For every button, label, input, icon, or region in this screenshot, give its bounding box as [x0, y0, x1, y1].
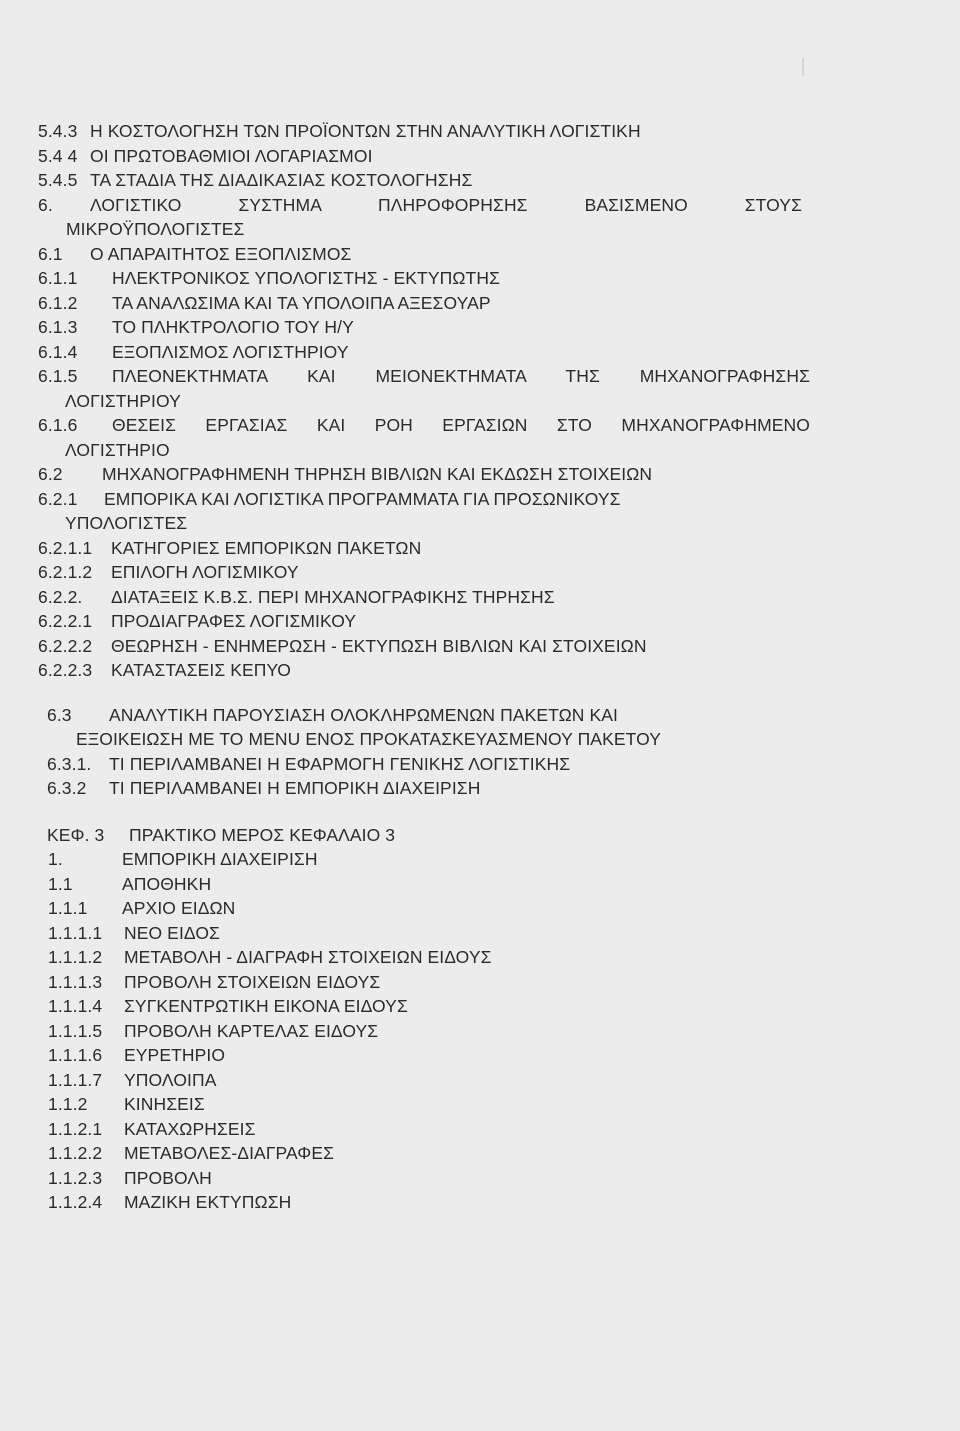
entry-title: ΜΗΧΑΝΟΓΡΑΦΗΜΕΝΗ ΤΗΡΗΣΗ ΒΙΒΛΙΩΝ ΚΑΙ ΕΚΔΩΣΗ ΣΤΟΙΧΕΙΩΝ	[102, 464, 653, 484]
entry-number: 1.1.2.2	[48, 1143, 103, 1163]
toc-entry	[0, 1092, 960, 1117]
entry-title: ΕΠΙΛΟΓΗ ΛΟΓΙΣΜΙΚΟΥ	[111, 562, 299, 582]
toc-entry	[0, 291, 960, 316]
entry-title: ΠΡΟΒΟΛΗ ΚΑΡΤΕΛΑΣ ΕΙΔΟΥΣ	[124, 1020, 379, 1041]
entry-title: ΕΜΠΟΡΙΚΗ ΔΙΑΧΕΙΡΙΣΗ	[122, 849, 318, 869]
entry-title: ΕΜΠΟΡΙΚΑ ΚΑΙ ΛΟΓΙΣΤΙΚΑ ΠΡΟΓΡΑΜΜΑΤΑ ΓΙΑ ΠΡΟΣΩΝΙΚΟΥΣ	[104, 488, 621, 509]
entry-number: 6.3.1.	[47, 753, 92, 774]
toc-entry	[0, 609, 960, 634]
entry-title: ΤΙ ΠΕΡΙΛΑΜΒΑΝΕΙ Η ΕΜΠΟΡΙΚΗ ΔΙΑΧΕΙΡΙΣΗ	[109, 778, 481, 798]
toc-entry	[0, 462, 960, 487]
entry-title-continuation: ΛΟΓΙΣΤΗΡΙΟΥ	[65, 390, 181, 411]
entry-title: ΤΑ ΣΤΑΔΙΑ ΤΗΣ ΔΙΑΔΙΚΑΣΙΑΣ ΚΟΣΤΟΛΟΓΗΣΗΣ	[90, 170, 473, 190]
entry-number: 1.1.1.5	[48, 1020, 103, 1041]
entry-title: ΜΕΤΑΒΟΛΗ - ΔΙΑΓΡΑΦΗ ΣΤΟΙΧΕΙΩΝ ΕΙΔΟΥΣ	[124, 947, 492, 967]
entry-number: 6.2.2.1	[38, 611, 93, 631]
toc-entry	[0, 1043, 960, 1068]
entry-title: ΠΛΕΟΝΕΚΤΗΜΑΤΑ ΚΑΙ ΜΕΙΟΝΕΚΤΗΜΑΤΑ ΤΗΣ ΜΗΧΑΝΟΓΡΑΦΗΣΗΣ	[112, 366, 810, 386]
toc-entry	[0, 119, 960, 144]
toc-entry	[0, 144, 960, 169]
toc-entry	[0, 266, 960, 291]
toc-entry	[0, 1117, 960, 1142]
toc-entry	[0, 823, 960, 848]
toc-entry	[0, 896, 960, 921]
entry-title: ΜΑΖΙΚΗ ΕΚΤΥΠΩΣΗ	[124, 1192, 292, 1212]
entry-number: 6.1.1	[38, 268, 78, 288]
entry-number: 6.1	[38, 243, 63, 264]
entry-title: ΑΝΑΛΥΤΙΚΗ ΠΑΡΟΥΣΙΑΣΗ ΟΛΟΚΛΗΡΩΜΕΝΩΝ ΠΑΚΕΤΩΝ ΚΑΙ	[109, 704, 619, 725]
entry-title: ΠΡΟΒΟΛΗ	[124, 1167, 212, 1188]
entry-number: 5.4.5	[38, 170, 78, 190]
entry-title: ΑΡΧΙΟ ΕΙΔΩΝ	[122, 898, 236, 918]
entry-number: 5.4.3	[38, 121, 78, 141]
entry-number: 6.2.1	[38, 488, 78, 509]
entry-title: ΠΡΟΒΟΛΗ ΣΤΟΙΧΕΙΩΝ ΕΙΔΟΥΣ	[124, 971, 381, 992]
entry-number: 1.1.2	[48, 1094, 88, 1114]
entry-title: ΗΛΕΚΤΡΟΝΙΚΟΣ ΥΠΟΛΟΓΙΣΤΗΣ - ΕΚΤΥΠΩΤΗΣ	[112, 268, 500, 288]
entry-number: 6.1.3	[38, 317, 78, 337]
toc-entry	[0, 970, 960, 995]
toc-entry	[0, 658, 960, 683]
entry-number: 1.1.2.4	[48, 1192, 103, 1212]
scan-mark	[802, 58, 804, 76]
entry-number: 5.4 4	[38, 145, 78, 166]
toc-entry	[0, 536, 960, 561]
entry-number: 1.1.1.6	[48, 1045, 103, 1065]
entry-title: ΣΥΓΚΕΝΤΡΩΤΙΚΗ ΕΙΚΟΝΑ ΕΙΔΟΥΣ	[124, 996, 408, 1016]
toc-entry	[0, 242, 960, 267]
entry-number: 1.1.1.3	[48, 971, 103, 992]
entry-number: 1.1.1.2	[48, 947, 103, 967]
toc-entry	[0, 193, 960, 218]
toc-entry	[0, 872, 960, 897]
entry-number: 6.2.1.1	[38, 537, 93, 558]
toc-entry	[0, 315, 960, 340]
entry-number: 1.1.1	[48, 898, 88, 918]
entry-title: ΤΟ ΠΛΗΚΤΡΟΛΟΓΙΟ ΤΟΥ Η/Υ	[112, 317, 354, 337]
entry-number: 1.1.2.1	[48, 1118, 103, 1139]
toc-entry	[0, 340, 960, 365]
entry-number: 6.	[38, 194, 53, 215]
entry-number: 6.2.2.	[38, 586, 83, 607]
entry-title: ΕΥΡΕΤΗΡΙΟ	[124, 1045, 226, 1065]
entry-title: ΝΕΟ ΕΙΔΟΣ	[124, 922, 220, 943]
entry-number: 1.	[48, 849, 63, 869]
entry-title: ΟΙ ΠΡΩΤΟΒΑΘΜΙΟΙ ΛΟΓΑΡΙΑΣΜΟΙ	[90, 145, 373, 166]
toc-entry	[0, 487, 960, 512]
entry-title: ΚΑΤΗΓΟΡΙΕΣ ΕΜΠΟΡΙΚΩΝ ΠΑΚΕΤΩΝ	[111, 537, 422, 558]
entry-number: 1.1.1.1	[48, 922, 103, 943]
entry-number: 6.3.2	[47, 778, 87, 798]
toc-entry	[0, 847, 960, 872]
toc-entry	[0, 168, 960, 193]
entry-number: 6.2.2.3	[38, 660, 93, 680]
toc-entry	[0, 945, 960, 970]
entry-title: ΚΑΤΑΣΤΑΣΕΙΣ ΚΕΠΥΟ	[111, 660, 292, 680]
entry-title: ΘΕΩΡΗΣΗ - ΕΝΗΜΕΡΩΣΗ - ΕΚΤΥΠΩΣΗ ΒΙΒΛΙΩΝ ΚΑΙ ΣΤΟΙΧΕΙΩΝ	[111, 635, 647, 656]
entry-number: 6.1.5	[38, 366, 78, 386]
toc-entry	[0, 1068, 960, 1093]
entry-title-continuation: ΜΙΚΡΟΫΠΟΛΟΓΙΣΤΕΣ	[66, 219, 245, 239]
entry-title-continuation: ΛΟΓΙΣΤΗΡΙΟ	[65, 439, 170, 460]
toc-entry	[0, 413, 960, 438]
entry-number: 6.1.2	[38, 292, 78, 313]
entry-title-continuation: ΕΞΟΙΚΕΙΩΣΗ ΜΕ ΤΟ MENU ΕΝΟΣ ΠΡΟΚΑΤΑΣΚΕΥΑΣΜΕΝΟΥ ΠΑΚΕΤΟΥ	[76, 729, 662, 749]
entry-title: ΑΠΟΘΗΚΗ	[122, 873, 212, 894]
entry-title: ΚΑΤΑΧΩΡΗΣΕΙΣ	[124, 1118, 256, 1139]
toc-entry	[0, 1141, 960, 1166]
entry-number: 1.1.1.4	[48, 996, 103, 1016]
entry-title: ΠΡΟΔΙΑΓΡΑΦΕΣ ΛΟΓΙΣΜΙΚΟΥ	[111, 611, 357, 631]
entry-number: 1.1	[48, 873, 73, 894]
entry-number: 6.3	[47, 704, 72, 725]
entry-title: ΥΠΟΛΟΙΠΑ	[124, 1069, 217, 1090]
toc-entry	[0, 1190, 960, 1215]
toc-entry	[0, 703, 960, 728]
toc-entry	[0, 921, 960, 946]
toc-entry	[0, 560, 960, 585]
toc-entry	[0, 1019, 960, 1044]
entry-number: 1.1.2.3	[48, 1167, 103, 1188]
entry-number: 6.2.2.2	[38, 635, 93, 656]
toc-entry	[0, 1166, 960, 1191]
toc-entry	[0, 585, 960, 610]
entry-number: 1.1.1.7	[48, 1069, 103, 1090]
toc-entry	[0, 752, 960, 777]
entry-title: ΤΑ ΑΝΑΛΩΣΙΜΑ ΚΑΙ ΤΑ ΥΠΟΛΟΙΠΑ ΑΞΕΣΟΥΑΡ	[112, 292, 491, 313]
toc-entry	[0, 634, 960, 659]
entry-title: ΠΡΑΚΤΙΚΟ ΜΕΡΟΣ ΚΕΦΑΛΑΙΟ 3	[129, 824, 396, 845]
toc-entry	[0, 994, 960, 1019]
entry-number: 6.1.4	[38, 341, 78, 362]
entry-title: ΘΕΣΕΙΣ ΕΡΓΑΣΙΑΣ ΚΑΙ ΡΟΗ ΕΡΓΑΣΙΩΝ ΣΤΟ ΜΗΧΑΝΟΓΡΑΦΗΜΕΝΟ	[112, 415, 810, 435]
entry-number: 6.1.6	[38, 415, 78, 435]
toc-entry	[0, 776, 960, 801]
entry-title: ΤΙ ΠΕΡΙΛΑΜΒΑΝΕΙ Η ΕΦΑΡΜΟΓΗ ΓΕΝΙΚΗΣ ΛΟΓΙΣΤΙΚΗΣ	[109, 753, 571, 774]
entry-title: ΜΕΤΑΒΟΛΕΣ-ΔΙΑΓΡΑΦΕΣ	[124, 1143, 335, 1163]
entry-title: ΚΙΝΗΣΕΙΣ	[124, 1094, 205, 1114]
entry-title: Ο ΑΠΑΡΑΙΤΗΤΟΣ ΕΞΟΠΛΙΣΜΟΣ	[90, 243, 352, 264]
toc-entry	[0, 364, 960, 389]
entry-title: Η ΚΟΣΤΟΛΟΓΗΣΗ ΤΩΝ ΠΡΟΪΟΝΤΩΝ ΣΤΗΝ ΑΝΑΛΥΤΙΚΗ ΛΟΓΙΣΤΙΚΗ	[90, 121, 641, 141]
entry-number: ΚΕΦ. 3	[47, 824, 105, 845]
entry-number: 6.2	[38, 464, 63, 484]
entry-title-continuation: ΥΠΟΛΟΓΙΣΤΕΣ	[65, 513, 188, 533]
table-of-contents	[0, 119, 960, 1215]
entry-title: ΔΙΑΤΑΞΕΙΣ Κ.Β.Σ. ΠΕΡΙ ΜΗΧΑΝΟΓΡΑΦΙΚΗΣ ΤΗΡΗΣΗΣ	[111, 586, 555, 607]
entry-title: ΕΞΟΠΛΙΣΜΟΣ ΛΟΓΙΣΤΗΡΙΟΥ	[112, 341, 349, 362]
entry-title: ΛΟΓΙΣΤΙΚΟ ΣΥΣΤΗΜΑ ΠΛΗΡΟΦΟΡΗΣΗΣ ΒΑΣΙΣΜΕΝΟ ΣΤΟΥΣ	[90, 194, 802, 215]
entry-number: 6.2.1.2	[38, 562, 93, 582]
